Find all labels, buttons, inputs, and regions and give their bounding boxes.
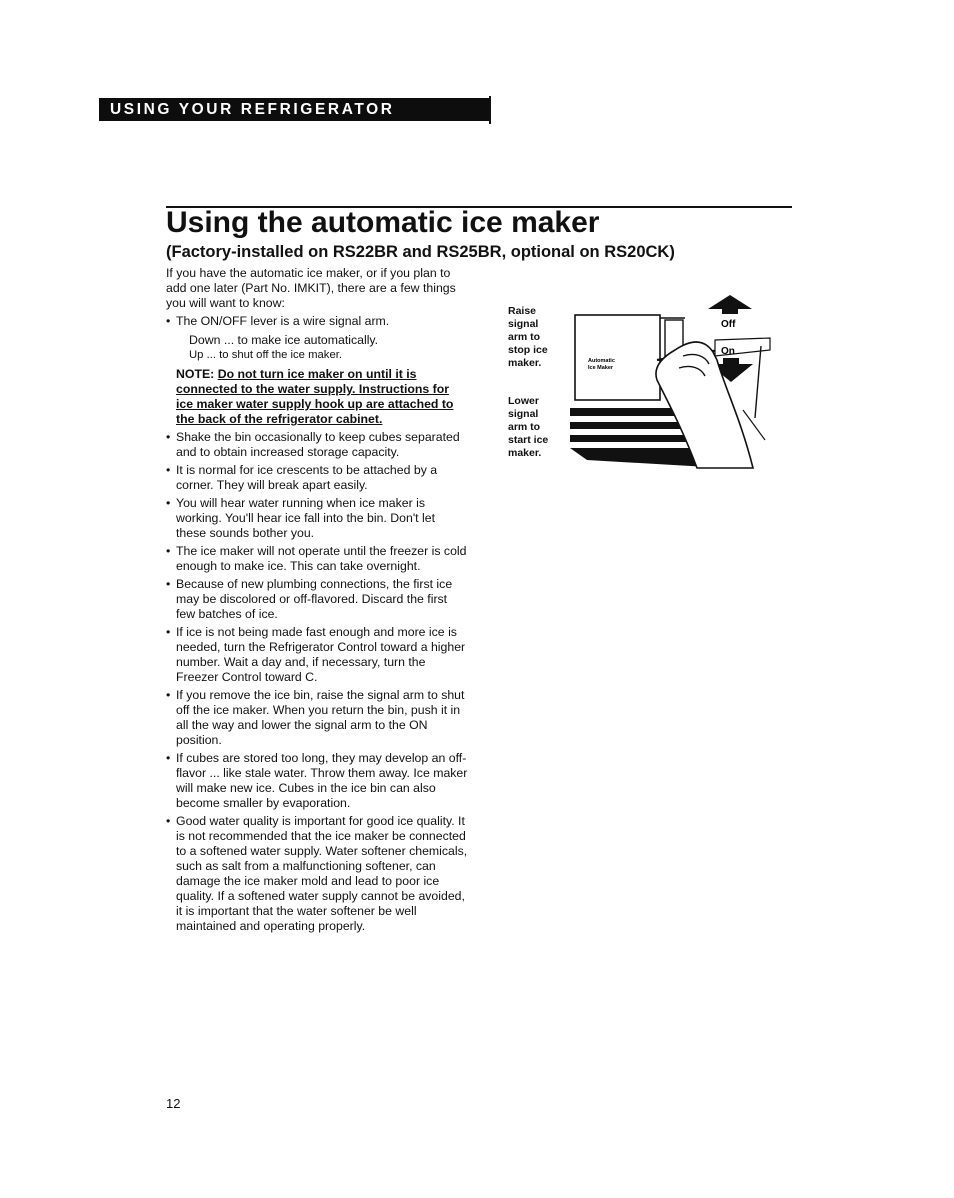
bullet-item: • Shake the bin occasionally to keep cubes separated and to obtain increased storage capacity. xyxy=(166,430,468,460)
intro-paragraph: If you have the automatic ice maker, or if you plan to add one later (Part No. IMKIT), there are a few things you will want to know: xyxy=(166,266,456,310)
up-arrow-icon xyxy=(708,295,752,309)
on-label: On xyxy=(721,346,735,357)
unit-label-line-1: Automatic xyxy=(588,358,615,364)
lower-arm-caption: Lower signal arm to start ice maker. xyxy=(508,395,549,459)
up-arrow-stem xyxy=(722,309,738,314)
banner-edge-mark xyxy=(489,96,491,124)
bullet-list-top xyxy=(166,314,468,329)
cabinet-edge-line xyxy=(755,346,761,418)
note-block xyxy=(166,367,468,427)
page-number: 12 xyxy=(166,1096,181,1111)
note-text: Do not turn ice maker on until it is connected to the water supply. Instructions for ice maker water supply hook up are attached to the back of the refrigerator cabinet. xyxy=(176,367,454,426)
off-label: Off xyxy=(721,319,736,330)
ice-maker-illustration xyxy=(565,290,775,475)
bullet-item: • The ON/OFF lever is a wire signal arm. xyxy=(166,314,468,329)
cabinet-edge-line-2 xyxy=(743,410,765,440)
note-label: NOTE: xyxy=(176,367,215,381)
raise-arm-caption: Raise signal arm to stop ice maker. xyxy=(508,305,548,369)
bullet-item: • If cubes are stored too long, they may develop an off-flavor ... like stale water. Throw them away. Ice maker will make new ice. Cubes in the ice bin can also become smaller by evaporation. xyxy=(166,751,468,811)
body-column xyxy=(166,266,468,934)
down-instruction: Down ... to make ice automatically. xyxy=(189,333,379,347)
section-banner xyxy=(99,98,489,121)
section-banner-text: USING YOUR REFRIGERATOR xyxy=(110,101,395,118)
bullet-item: • Because of new plumbing connections, the first ice may be discolored or off-flavored. Discard the first few batches of ice. xyxy=(166,577,468,622)
page-title: Using the automatic ice maker xyxy=(166,206,600,239)
down-arrow-stem xyxy=(723,358,739,364)
bullet-item: • Good water quality is important for good ice quality. It is not recommended that the ice maker be connected to a softened water supply. Water softener chemicals, such as salt from a malfunctioning softener, can damage the ice maker mold and lead to poor ice quality. If a softened water supply cannot be avoided, it is important that the water softener be well maintained and operating properly. xyxy=(166,814,468,934)
up-instruction: Up ... to shut off the ice maker. xyxy=(189,349,343,361)
bullet-item: • It is normal for ice crescents to be attached by a corner. They will break apart easily. xyxy=(166,463,468,493)
bullet-item: • The ice maker will not operate until the freezer is cold enough to make ice. This can take overnight. xyxy=(166,544,468,574)
bullet-item: • If you remove the ice bin, raise the signal arm to shut off the ice maker. When you return the bin, push it in all the way and lower the signal arm to the ON position. xyxy=(166,688,468,748)
unit-label-line-2: Ice Maker xyxy=(588,365,614,371)
page-subtitle: (Factory-installed on RS22BR and RS25BR, optional on RS20CK) xyxy=(166,243,675,261)
bullet-list xyxy=(166,430,468,934)
bullet-item: • You will hear water running when ice maker is working. You'll hear ice fall into the bin. Don't let these sounds bother you. xyxy=(166,496,468,541)
bullet-item: • If ice is not being made fast enough and more ice is needed, turn the Refrigerator Control toward a higher number. Wait a day and, if necessary, turn the Freezer Control toward C. xyxy=(166,625,468,685)
